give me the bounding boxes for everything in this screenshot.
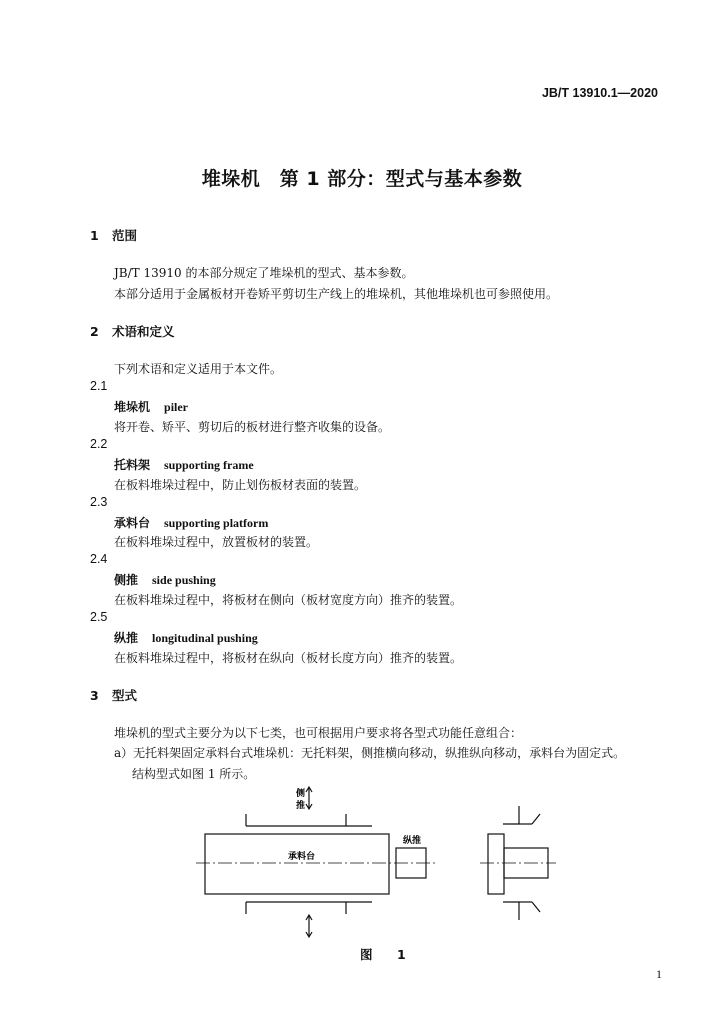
term-english: supporting platform bbox=[164, 516, 269, 530]
document-title: 堆垛机 第 1 部分：型式与基本参数 bbox=[201, 168, 523, 190]
side-push-label: 侧 bbox=[296, 789, 306, 799]
section-title: 术语和定义 bbox=[112, 324, 175, 339]
term-english: piler bbox=[164, 400, 189, 414]
term-chinese: 托料架 bbox=[114, 458, 151, 472]
term-english: side pushing bbox=[152, 573, 216, 587]
term-chinese: 堆垛机 bbox=[114, 400, 151, 414]
section-1-paragraph-2: 本部分适用于金属板材开卷矫平剪切生产线上的堆垛机，其他堆垛机也可参照使用。 bbox=[114, 287, 559, 301]
supporting-platform-rect bbox=[205, 834, 389, 894]
term-number: 2.1 bbox=[90, 379, 108, 393]
term-number: 2.3 bbox=[90, 495, 108, 509]
side-view-plate bbox=[488, 834, 504, 894]
term-number: 2.5 bbox=[90, 610, 108, 624]
side-view-bracket-bottom bbox=[532, 902, 540, 912]
term-definition: 在板料堆垛过程中，将板材在纵向（板材长度方向）推齐的装置。 bbox=[114, 651, 463, 665]
term-definition: 将开卷、矫平、剪切后的板材进行整齐收集的设备。 bbox=[114, 420, 391, 434]
section-number: 1 bbox=[90, 228, 99, 243]
term-chinese: 承料台 bbox=[114, 516, 151, 530]
section-number: 3 bbox=[90, 688, 99, 703]
section-1-heading bbox=[90, 226, 137, 244]
side-view-bracket-top bbox=[532, 814, 540, 824]
section-number: 2 bbox=[90, 324, 99, 339]
platform-label: 承料台 bbox=[288, 852, 316, 862]
term-number: 2.2 bbox=[90, 437, 108, 451]
section-title: 范围 bbox=[112, 228, 138, 243]
section-3-intro: 堆垛机的型式主要分为以下七类，也可根据用户要求将各型式功能任意组合： bbox=[114, 726, 523, 740]
side-view-bracket-top bbox=[503, 806, 519, 824]
term-name bbox=[114, 398, 188, 415]
term-definition: 在板料堆垛过程中，将板材在侧向（板材宽度方向）推齐的装置。 bbox=[114, 593, 463, 607]
term-definition: 在板料堆垛过程中，防止划伤板材表面的装置。 bbox=[114, 478, 367, 492]
section-2-intro: 下列术语和定义适用于本文件。 bbox=[114, 362, 283, 376]
longitudinal-push-label: 纵推 bbox=[403, 836, 422, 846]
figure-1-diagram bbox=[0, 780, 724, 950]
side-push-label: 推 bbox=[296, 801, 306, 811]
term-chinese: 纵推 bbox=[114, 631, 139, 645]
figure-caption: 图 1 bbox=[360, 947, 412, 962]
term-english: supporting frame bbox=[164, 458, 254, 472]
section-1-paragraph-1: JB/T 13910 的本部分规定了堆垛机的型式、基本参数。 bbox=[114, 266, 414, 280]
section-title: 型式 bbox=[112, 688, 138, 703]
term-chinese: 侧推 bbox=[114, 573, 139, 587]
term-english: longitudinal pushing bbox=[152, 631, 258, 645]
term-name bbox=[114, 629, 258, 646]
term-name bbox=[114, 456, 254, 473]
page-number: 1 bbox=[656, 967, 662, 981]
term-name bbox=[114, 514, 268, 531]
term-name bbox=[114, 571, 216, 588]
term-definition: 在板料堆垛过程中，放置板材的装置。 bbox=[114, 535, 319, 549]
list-item-a-continuation: 结构型式如图 1 所示。 bbox=[132, 767, 256, 781]
side-view-bracket-bottom bbox=[503, 902, 519, 920]
standard-number: JB/T 13910.1—2020 bbox=[541, 86, 658, 100]
term-number: 2.4 bbox=[90, 552, 108, 566]
section-3-heading bbox=[90, 686, 137, 704]
list-item-a: a）无托料架固定承料台式堆垛机：无托料架，侧推横向移动，纵推纵向移动，承料台为固定式。 bbox=[114, 746, 626, 760]
section-2-heading bbox=[90, 322, 175, 340]
